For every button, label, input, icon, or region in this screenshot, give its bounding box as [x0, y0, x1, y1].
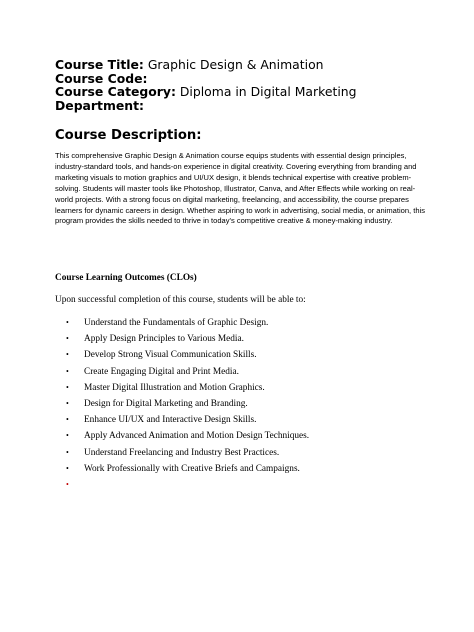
bullet-icon: • — [66, 334, 69, 344]
bullet-icon: • — [66, 463, 69, 473]
list-item-text: Master Digital Illustration and Motion Graphics. — [84, 382, 265, 393]
list-item-text: Create Engaging Digital and Print Media. — [84, 366, 239, 377]
department-row — [55, 99, 455, 113]
bullet-icon: • — [66, 415, 69, 425]
list-item-empty — [66, 479, 309, 495]
bullet-icon: • — [66, 398, 69, 408]
bullet-icon-red: • — [66, 479, 69, 489]
list-item — [66, 382, 309, 398]
list-item-text: Work Professionally with Creative Briefs and Campaigns. — [84, 463, 300, 474]
list-item — [66, 430, 309, 446]
clo-heading: Course Learning Outcomes (CLOs) — [55, 273, 197, 283]
bullet-icon: • — [66, 431, 69, 441]
list-item-text: Apply Design Principles to Various Media. — [84, 334, 244, 345]
list-item-text: Develop Strong Visual Communication Skills. — [84, 350, 257, 361]
list-item-text: Apply Advanced Animation and Motion Design Techniques. — [84, 431, 310, 442]
list-item-text: Enhance UI/UX and Interactive Design Skills. — [84, 415, 257, 426]
course-code-label: Course Code: — [55, 70, 148, 86]
clo-intro: Upon successful completion of this course, students will be able to: — [55, 295, 306, 305]
list-item — [66, 414, 309, 430]
course-title-row — [55, 58, 455, 72]
list-item-text: Understand Freelancing and Industry Best Practices. — [84, 447, 280, 458]
bullet-icon: • — [66, 447, 69, 457]
list-item-text: Design for Digital Marketing and Branding. — [84, 398, 248, 409]
list-item — [66, 366, 309, 382]
bullet-icon: • — [66, 350, 69, 360]
clo-list — [66, 317, 309, 495]
list-item — [66, 463, 309, 479]
course-category-value: Diploma in Digital Marketing — [179, 84, 357, 100]
course-code-row — [55, 72, 455, 86]
course-description-heading: Course Description: — [55, 128, 202, 143]
department-label: Department: — [55, 97, 144, 113]
list-item — [66, 333, 309, 349]
course-info — [55, 58, 455, 112]
list-item — [66, 447, 309, 463]
course-title-value: Graphic Design & Animation — [147, 57, 324, 72]
list-item-text: Understand the Fundamentals of Graphic Design. — [84, 318, 269, 328]
bullet-icon: • — [66, 318, 69, 327]
bullet-icon: • — [66, 382, 69, 392]
course-category-row — [55, 85, 455, 99]
course-title-label: Course Title: — [55, 57, 144, 72]
list-item — [66, 349, 309, 365]
course-category-label: Course Category: — [55, 84, 176, 100]
list-item — [66, 398, 309, 414]
bullet-icon: • — [66, 366, 69, 376]
course-description-text: This comprehensive Graphic Design & Animation course equips students with essential design principles, industry-standard tools, and hands-on experience in digital creativity. Covering everything from branding and marketing visuals to motion graphics and UI/UX design, it blends technical expertise with creative problem-solving. Students will master tools like Photoshop, Illustrator, Canva, and After Effects while working on real-world projects. With a strong focus on digital marketing, freelancing, and accessibility, the course prepares learners for dynamic careers in design. Whether aspiring to work in advertising, social media, or animation, this program provides the skills needed to thrive in today's competitive creative & money-making industry. — [55, 151, 425, 226]
list-item — [66, 317, 309, 333]
